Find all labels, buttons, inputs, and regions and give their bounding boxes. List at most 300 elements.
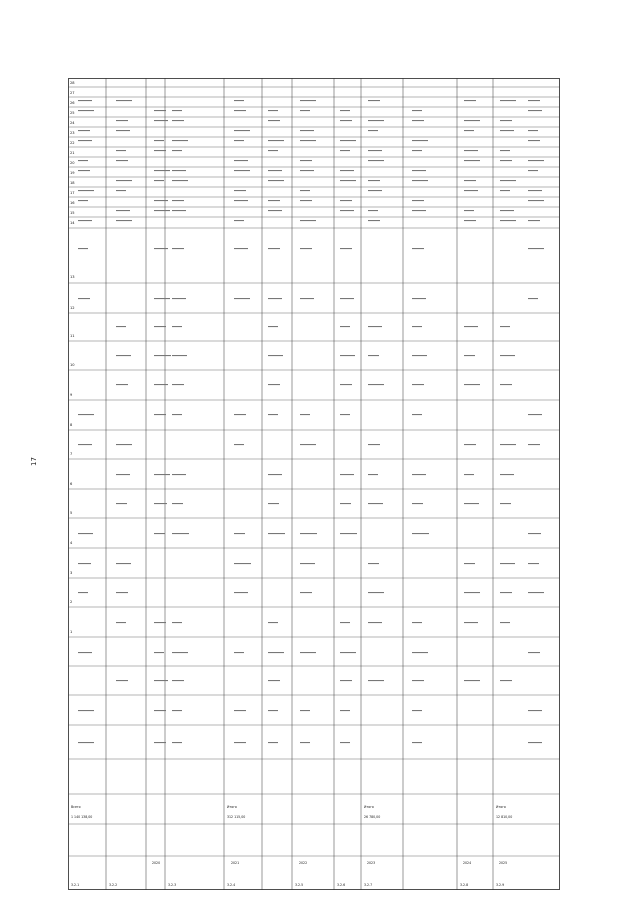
year-label: 2021 (231, 861, 240, 865)
cell-text-mark (78, 742, 94, 743)
page-number: 17 (30, 457, 38, 466)
cell-text-mark (116, 160, 128, 161)
cell-text-mark (300, 100, 316, 101)
cell-text-mark (500, 210, 514, 211)
col-num: 10 (70, 363, 75, 367)
cell-text-mark (172, 110, 182, 111)
cell-text-mark (412, 110, 422, 111)
table-border (69, 79, 560, 890)
cell-text-mark (412, 150, 422, 151)
year-label: 2022 (299, 861, 308, 865)
cell-text-mark (116, 180, 132, 181)
cell-text-mark (234, 160, 248, 161)
cell-text-mark (340, 298, 354, 299)
cell-text-mark (78, 110, 94, 111)
cell-text-mark (268, 680, 280, 681)
col-num: 22 (70, 141, 75, 145)
cell-text-mark (500, 680, 512, 681)
cell-text-mark (172, 210, 186, 211)
cell-text-mark (154, 652, 164, 653)
cell-text-mark (268, 200, 280, 201)
cell-text-mark (464, 622, 478, 623)
cell-text-mark (500, 180, 516, 181)
cell-text-mark (78, 130, 90, 131)
cell-text-mark (268, 326, 278, 327)
cell-text-mark (464, 100, 476, 101)
cell-text-mark (172, 533, 189, 534)
cell-text-mark (154, 248, 168, 249)
cell-text-mark (234, 592, 248, 593)
cell-text-mark (234, 652, 244, 653)
cell-text-mark (154, 170, 170, 171)
cell-text-mark (368, 326, 382, 327)
cell-text-mark (268, 384, 280, 385)
cell-marks (78, 100, 544, 743)
cell-text-mark (412, 533, 429, 534)
cell-text-mark (528, 130, 538, 131)
col-num: 12 (70, 306, 75, 310)
cell-text-mark (268, 110, 278, 111)
cell-text-mark (368, 622, 382, 623)
cell-text-mark (116, 150, 126, 151)
cell-text-mark (234, 248, 248, 249)
cell-text-mark (464, 160, 480, 161)
rotated-table (68, 78, 560, 890)
cell-text-mark (172, 120, 184, 121)
cell-text-mark (412, 742, 422, 743)
cell-text-mark (340, 200, 352, 201)
cell-text-mark (340, 110, 350, 111)
cell-text-mark (528, 533, 541, 534)
col-num: 19 (70, 171, 75, 175)
cell-text-mark (340, 140, 356, 141)
cell-text-mark (528, 100, 540, 101)
cell-text-mark (412, 710, 422, 711)
cell-text-mark (172, 474, 186, 475)
cell-text-mark (500, 474, 514, 475)
cell-text-mark (268, 210, 282, 211)
cell-text-mark (412, 180, 428, 181)
cell-text-mark (116, 190, 126, 191)
cell-text-mark (368, 384, 384, 385)
cell-text-mark (340, 248, 352, 249)
cell-text-mark (172, 326, 182, 327)
cell-text-mark (268, 652, 284, 653)
cell-text-mark (340, 622, 350, 623)
cell-text-mark (234, 742, 246, 743)
cell-text-mark (500, 120, 512, 121)
cell-text-mark (154, 414, 166, 415)
cell-text-mark (300, 533, 317, 534)
cell-text-mark (412, 200, 424, 201)
cell-text-mark (78, 444, 92, 445)
cell-text-mark (172, 742, 182, 743)
cell-text-mark (116, 622, 126, 623)
year-label: 2025 (499, 861, 508, 865)
cell-text-mark (368, 680, 384, 681)
cell-text-mark (412, 120, 424, 121)
cell-text-mark (154, 200, 168, 201)
cell-text-mark (368, 180, 380, 181)
cell-text-mark (300, 444, 316, 445)
col-num: 21 (70, 151, 75, 155)
cell-text-mark (340, 210, 354, 211)
cell-text-mark (268, 414, 278, 415)
col-num: 8 (70, 423, 73, 427)
cell-text-mark (116, 130, 130, 131)
cell-text-mark (268, 150, 278, 151)
header-column-numbers (70, 81, 75, 634)
col-num: 25 (70, 111, 75, 115)
cell-text-mark (172, 140, 188, 141)
total-label: Итого (364, 805, 374, 809)
col-num: 13 (70, 275, 75, 279)
cell-text-mark (300, 160, 312, 161)
col-num: 18 (70, 181, 75, 185)
cell-text-mark (268, 533, 285, 534)
cell-text-mark (528, 592, 544, 593)
cell-text-mark (500, 622, 510, 623)
cell-text-mark (412, 503, 423, 504)
cell-text-mark (234, 190, 246, 191)
cell-text-mark (528, 200, 544, 201)
cell-text-mark (300, 248, 312, 249)
cell-text-mark (528, 652, 540, 653)
col-num: 14 (70, 221, 75, 225)
total-label: Итого (496, 805, 506, 809)
cell-text-mark (528, 710, 542, 711)
cell-text-mark (234, 220, 244, 221)
cell-text-mark (154, 710, 166, 711)
cell-text-mark (300, 742, 310, 743)
cell-text-mark (412, 140, 428, 141)
cell-text-mark (368, 444, 380, 445)
cell-text-mark (500, 190, 510, 191)
cell-text-mark (528, 190, 542, 191)
cell-text-mark (528, 110, 542, 111)
cell-text-mark (412, 298, 426, 299)
cell-text-mark (234, 298, 250, 299)
cell-text-mark (528, 444, 540, 445)
cell-text-mark (300, 710, 310, 711)
total-label: Итого (227, 805, 237, 809)
cell-text-mark (154, 120, 168, 121)
cell-text-mark (340, 355, 355, 356)
cell-text-mark (172, 710, 182, 711)
cell-text-mark (464, 680, 480, 681)
cell-text-mark (116, 592, 128, 593)
section-id: 3.2.3 (168, 883, 177, 887)
cell-text-mark (234, 170, 250, 171)
cell-text-mark (78, 710, 94, 711)
cell-text-mark (340, 414, 350, 415)
cell-text-mark (234, 563, 251, 564)
cell-text-mark (368, 190, 382, 191)
cell-text-mark (78, 100, 92, 101)
cell-text-mark (154, 474, 170, 475)
cell-text-mark (78, 200, 88, 201)
cell-text-mark (154, 680, 168, 681)
total-value: 12 810,00 (496, 815, 513, 819)
col-num: 24 (70, 121, 75, 125)
cell-text-mark (154, 355, 171, 356)
cell-text-mark (78, 220, 92, 221)
col-num: 6 (70, 482, 73, 486)
cell-text-mark (500, 444, 516, 445)
cell-text-mark (368, 474, 378, 475)
section-separators (106, 78, 493, 890)
cell-text-mark (268, 474, 282, 475)
cell-text-mark (234, 200, 248, 201)
cell-text-mark (464, 444, 476, 445)
col-num: 17 (70, 191, 75, 195)
cell-text-mark (368, 355, 379, 356)
cell-text-mark (464, 180, 476, 181)
cell-text-mark (116, 474, 130, 475)
cell-text-mark (300, 190, 310, 191)
cell-text-mark (116, 100, 132, 101)
cell-text-mark (116, 355, 131, 356)
cell-text-mark (464, 355, 475, 356)
table-svg (68, 78, 560, 890)
cell-text-mark (172, 384, 184, 385)
cell-text-mark (268, 180, 284, 181)
cell-text-mark (368, 160, 384, 161)
cell-text-mark (300, 200, 312, 201)
section-id: 3.2.9 (496, 883, 505, 887)
cell-text-mark (78, 563, 91, 564)
cell-text-mark (340, 474, 354, 475)
cell-text-mark (78, 170, 90, 171)
cell-text-mark (78, 248, 88, 249)
cell-text-mark (268, 298, 282, 299)
cell-text-mark (116, 680, 128, 681)
total-value: 1 140 138,00 (71, 815, 93, 819)
cell-text-mark (412, 170, 426, 171)
cell-text-mark (340, 710, 350, 711)
cell-text-mark (412, 326, 422, 327)
cell-text-mark (464, 384, 480, 385)
cell-text-mark (234, 110, 246, 111)
cell-text-mark (172, 652, 188, 653)
cell-text-mark (300, 220, 316, 221)
cell-text-mark (412, 210, 426, 211)
cell-text-mark (300, 298, 314, 299)
cell-text-mark (116, 384, 128, 385)
cell-text-mark (528, 160, 544, 161)
cell-text-mark (464, 150, 478, 151)
cell-text-mark (300, 140, 316, 141)
section-id: 3.2.2 (109, 883, 118, 887)
cell-text-mark (500, 160, 512, 161)
cell-text-mark (116, 120, 128, 121)
cell-text-mark (154, 210, 170, 211)
year-labels (152, 861, 507, 865)
cell-text-mark (234, 100, 244, 101)
cell-text-mark (268, 248, 280, 249)
cell-text-mark (368, 210, 378, 211)
cell-text-mark (340, 180, 356, 181)
col-num: 15 (70, 211, 75, 215)
cell-text-mark (340, 120, 352, 121)
cell-text-mark (268, 355, 283, 356)
cell-text-mark (412, 622, 422, 623)
cell-text-mark (78, 160, 88, 161)
cell-text-mark (116, 210, 130, 211)
cell-text-mark (172, 503, 183, 504)
col-num: 2 (70, 600, 73, 604)
cell-text-mark (500, 592, 512, 593)
cell-text-mark (500, 384, 512, 385)
cell-text-mark (368, 100, 380, 101)
section-id: 3.2.5 (295, 883, 304, 887)
cell-text-mark (368, 503, 383, 504)
cell-text-mark (154, 110, 166, 111)
cell-text-mark (234, 414, 246, 415)
cell-text-mark (464, 210, 474, 211)
cell-text-mark (300, 110, 310, 111)
cell-text-mark (412, 474, 426, 475)
col-num: 11 (70, 334, 75, 338)
cell-text-mark (172, 150, 182, 151)
cell-text-mark (172, 200, 184, 201)
cell-text-mark (268, 710, 278, 711)
cell-text-mark (500, 220, 516, 221)
section-id: 3.2.8 (460, 883, 469, 887)
cell-text-mark (368, 130, 378, 131)
cell-text-mark (234, 533, 245, 534)
cell-text-mark (464, 220, 476, 221)
cell-text-mark (116, 563, 131, 564)
cell-text-mark (464, 474, 474, 475)
cell-text-mark (500, 130, 514, 131)
cell-text-mark (172, 180, 188, 181)
cell-text-mark (300, 170, 314, 171)
cell-text-mark (300, 652, 316, 653)
cell-text-mark (172, 355, 187, 356)
cell-text-mark (300, 592, 312, 593)
cell-text-mark (500, 150, 510, 151)
col-num: 4 (70, 541, 73, 545)
cell-text-mark (528, 140, 540, 141)
cell-text-mark (268, 140, 284, 141)
year-label: 2024 (463, 861, 472, 865)
col-num: 9 (70, 393, 73, 397)
cell-text-mark (172, 622, 182, 623)
cell-text-mark (412, 652, 428, 653)
cell-text-mark (528, 298, 538, 299)
col-num: 1 (70, 630, 73, 634)
cell-text-mark (340, 326, 350, 327)
total-value: 26 780,00 (364, 815, 381, 819)
cell-text-mark (500, 355, 515, 356)
cell-text-mark (154, 298, 170, 299)
cell-text-mark (154, 140, 164, 141)
cell-text-mark (172, 298, 186, 299)
cell-text-mark (340, 150, 350, 151)
cell-text-mark (268, 170, 282, 171)
cell-text-mark (268, 622, 278, 623)
cell-text-mark (78, 592, 88, 593)
cell-text-mark (172, 414, 182, 415)
cell-text-mark (500, 100, 516, 101)
cell-text-mark (234, 710, 246, 711)
cell-text-mark (340, 533, 357, 534)
cell-text-mark (172, 248, 184, 249)
cell-text-mark (116, 326, 126, 327)
cell-text-mark (300, 563, 315, 564)
totals (71, 805, 512, 819)
section-id: 3.2.1 (71, 883, 80, 887)
cell-text-mark (154, 622, 166, 623)
cell-text-mark (154, 742, 166, 743)
cell-text-mark (234, 130, 250, 131)
cell-text-mark (500, 503, 511, 504)
cell-text-mark (340, 652, 356, 653)
col-num: 23 (70, 131, 75, 135)
cell-text-mark (528, 742, 542, 743)
section-id: 3.2.6 (337, 883, 346, 887)
cell-text-mark (464, 120, 480, 121)
cell-text-mark (464, 503, 479, 504)
year-label: 2020 (152, 861, 161, 865)
total-label: Всего (71, 805, 81, 809)
cell-text-mark (268, 503, 279, 504)
col-num: 26 (70, 101, 75, 105)
cell-text-mark (116, 444, 132, 445)
cell-text-mark (368, 563, 379, 564)
cell-text-mark (154, 326, 166, 327)
section-ids (71, 883, 504, 887)
cell-text-mark (78, 652, 92, 653)
cell-text-mark (154, 384, 168, 385)
cell-text-mark (412, 414, 422, 415)
cell-text-mark (500, 326, 510, 327)
column-separators (68, 87, 560, 856)
cell-text-mark (528, 220, 540, 221)
cell-text-mark (340, 503, 351, 504)
total-value: 312 115,00 (227, 815, 246, 819)
cell-text-mark (154, 503, 167, 504)
cell-text-mark (412, 248, 424, 249)
cell-text-mark (528, 170, 538, 171)
col-num: 16 (70, 201, 75, 205)
cell-text-mark (412, 384, 424, 385)
cell-text-mark (78, 533, 93, 534)
cell-text-mark (154, 533, 165, 534)
col-num: 3 (70, 571, 73, 575)
cell-text-mark (340, 742, 350, 743)
cell-text-mark (368, 150, 382, 151)
cell-text-mark (464, 190, 478, 191)
cell-text-mark (116, 503, 127, 504)
cell-text-mark (412, 680, 424, 681)
cell-text-mark (368, 220, 380, 221)
cell-text-mark (368, 120, 384, 121)
cell-text-mark (528, 248, 544, 249)
cell-text-mark (116, 220, 132, 221)
cell-text-mark (464, 592, 480, 593)
cell-text-mark (340, 170, 354, 171)
cell-text-mark (234, 140, 244, 141)
cell-text-mark (154, 150, 166, 151)
col-num: 27 (70, 91, 75, 95)
cell-text-mark (464, 326, 478, 327)
cell-text-mark (172, 170, 186, 171)
cell-text-mark (154, 180, 164, 181)
cell-text-mark (340, 384, 352, 385)
cell-text-mark (300, 414, 310, 415)
